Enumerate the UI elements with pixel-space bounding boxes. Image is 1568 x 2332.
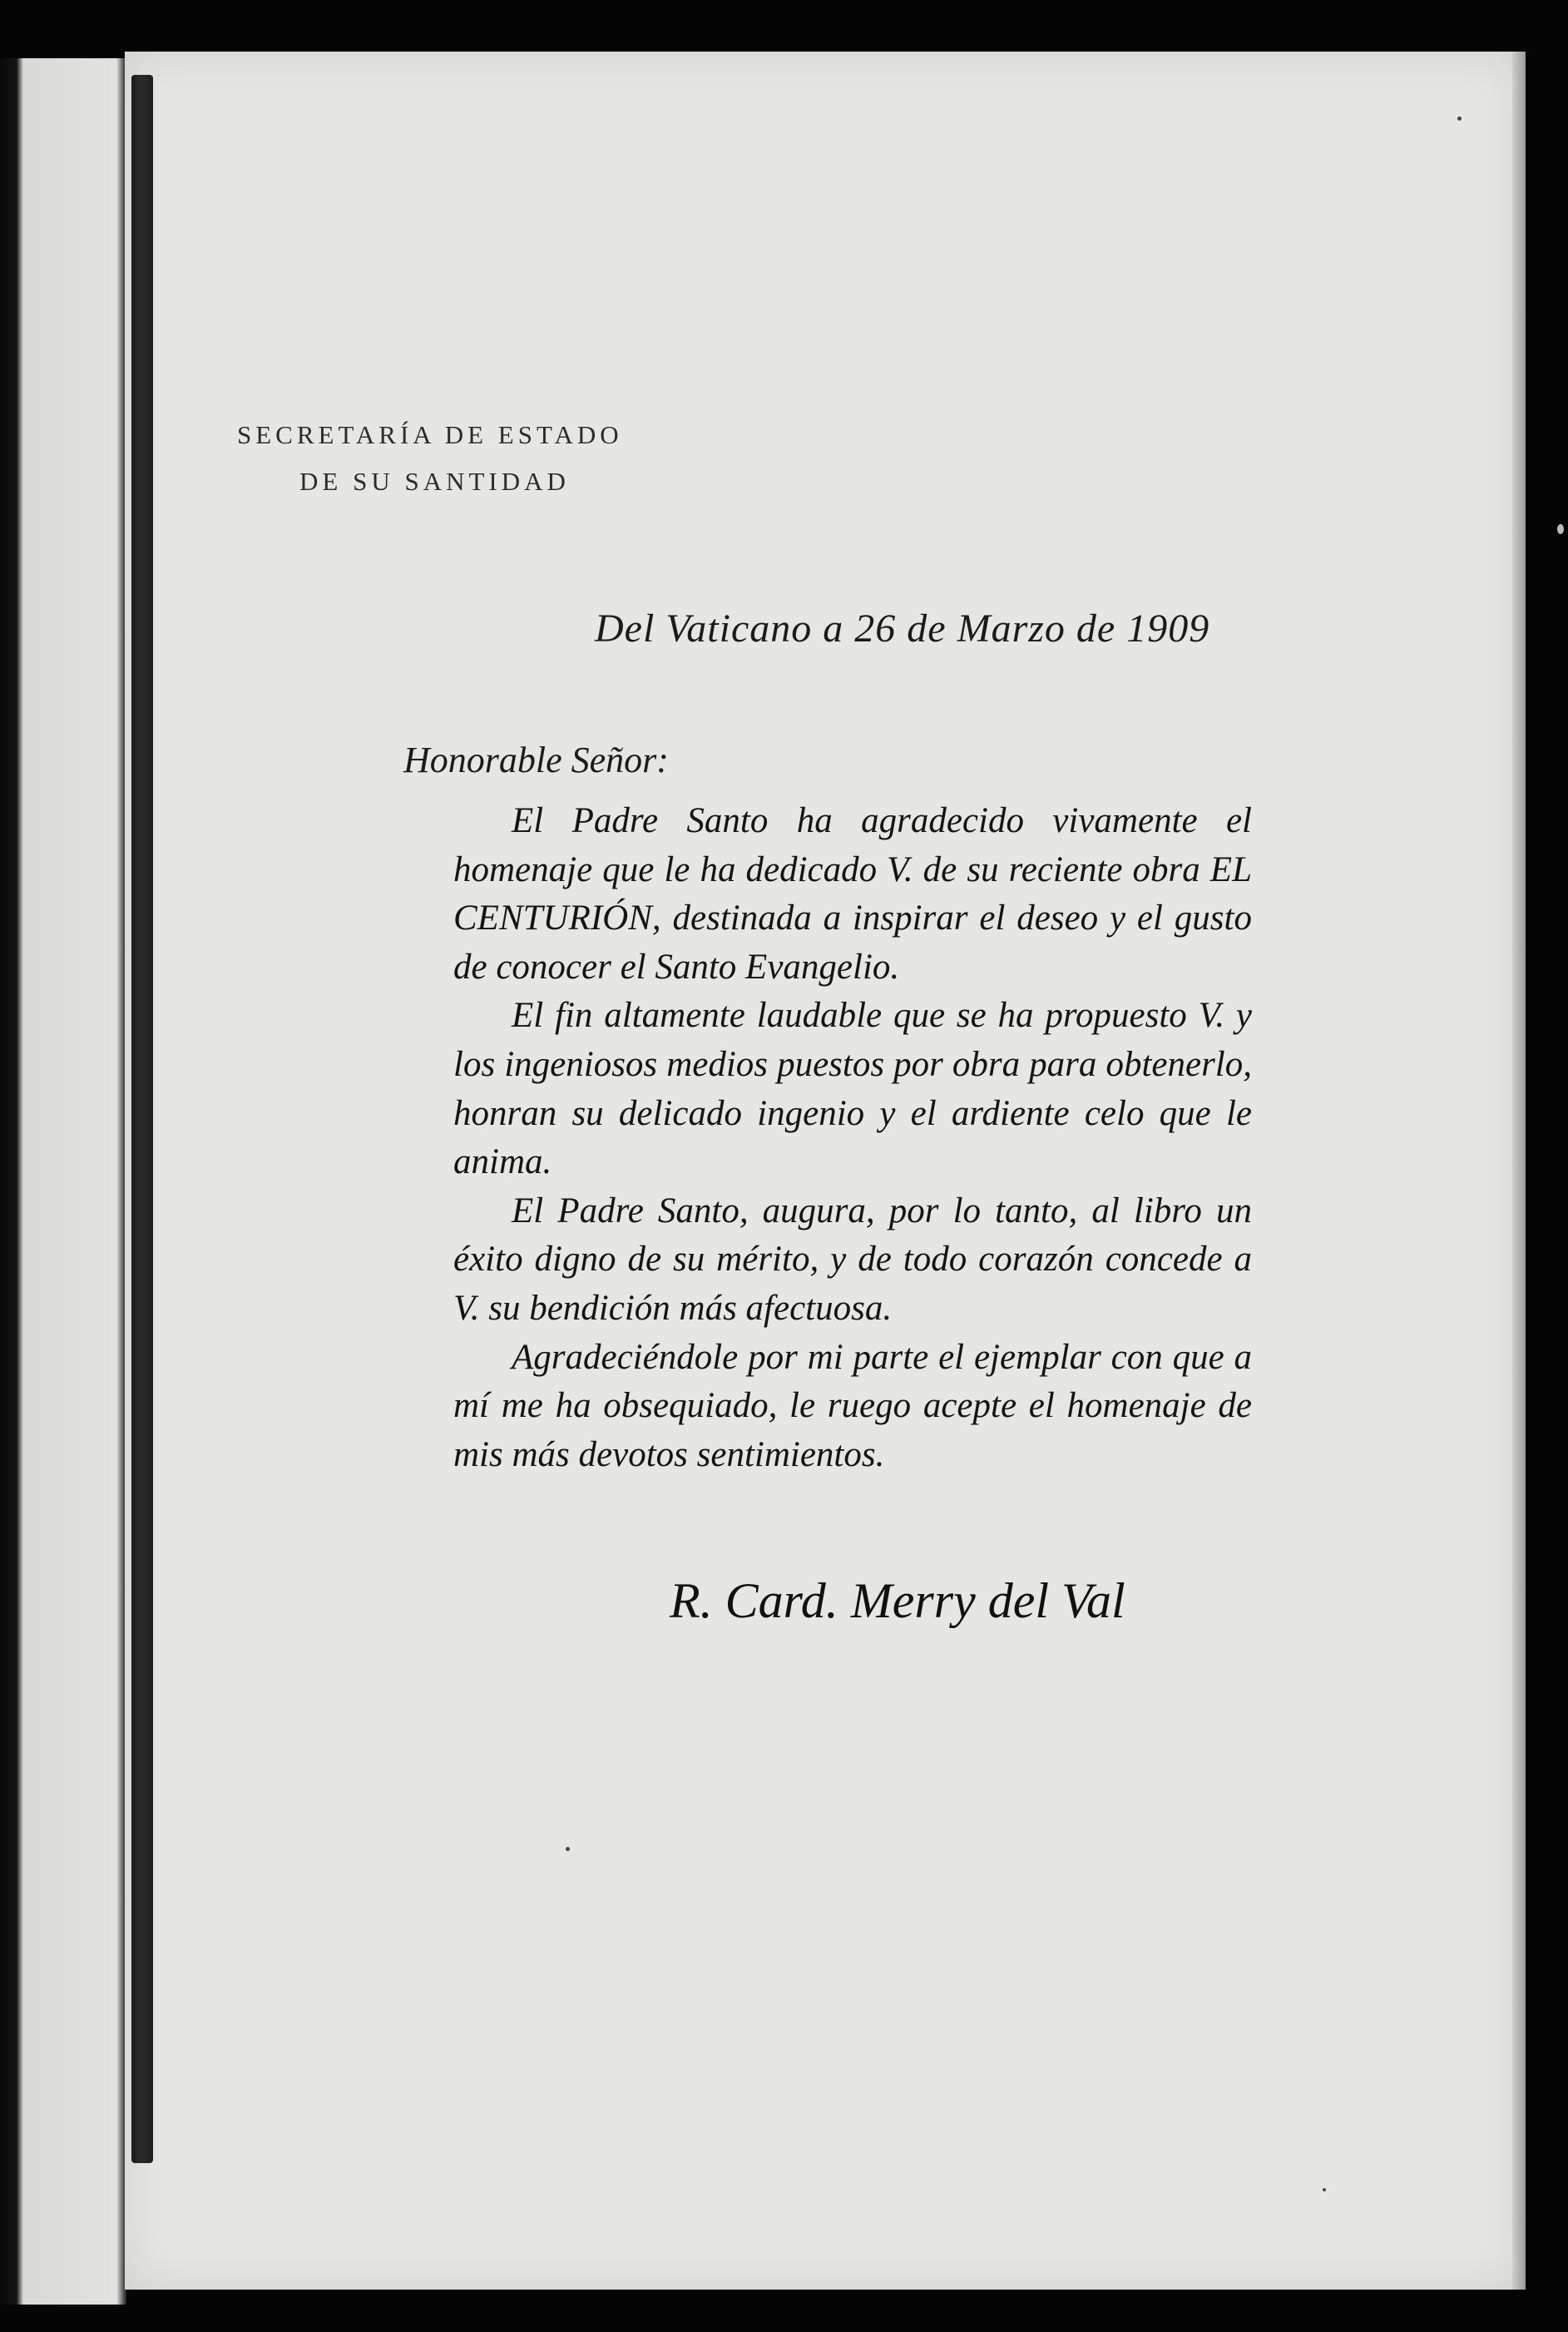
letter-body bbox=[453, 797, 1252, 1479]
paragraph-1: El Padre Santo ha agradecido vivamente el homenaje que le ha dedicado V. de su reciente obra EL CENTURIÓN, destinada a inspirar el deseo y el gusto de conocer el Santo Evangelio. bbox=[453, 801, 1252, 987]
ink-speck bbox=[1457, 116, 1462, 121]
paragraph-4: Agradeciéndole por mi parte el ejemplar con que a mí me ha obsequiado, le ruego acepte el homenaje de mis más devotos sentimientos. bbox=[453, 1337, 1252, 1474]
adjacent-page-edge bbox=[0, 58, 126, 2305]
salutation: Honorable Señor: bbox=[403, 740, 669, 780]
ink-speck bbox=[566, 1847, 570, 1851]
ink-speck bbox=[1557, 524, 1564, 534]
ink-speck bbox=[1323, 2188, 1326, 2191]
letterhead bbox=[237, 412, 653, 505]
page-right-edge bbox=[1512, 52, 1526, 2290]
date-line: Del Vaticano a 26 de Marzo de 1909 bbox=[595, 607, 1210, 651]
letterhead-line-2: DE SU SANTIDAD bbox=[299, 467, 570, 496]
binding-edge bbox=[131, 75, 153, 2163]
paragraph-2: El fin altamente laudable que se ha propuesto V. y los ingeniosos medios puestos por obra para obtenerlo, honran su delicado ingenio y el ardiente celo que le anima. bbox=[453, 996, 1252, 1182]
signature: R. Card. Merry del Val bbox=[670, 1573, 1125, 1628]
paragraph-3: El Padre Santo, augura, por lo tanto, al libro un éxito digno de su mérito, y de todo corazón concede a V. su bendición más afectuosa. bbox=[453, 1191, 1252, 1328]
letterhead-line-1: SECRETARÍA DE ESTADO bbox=[237, 420, 623, 449]
